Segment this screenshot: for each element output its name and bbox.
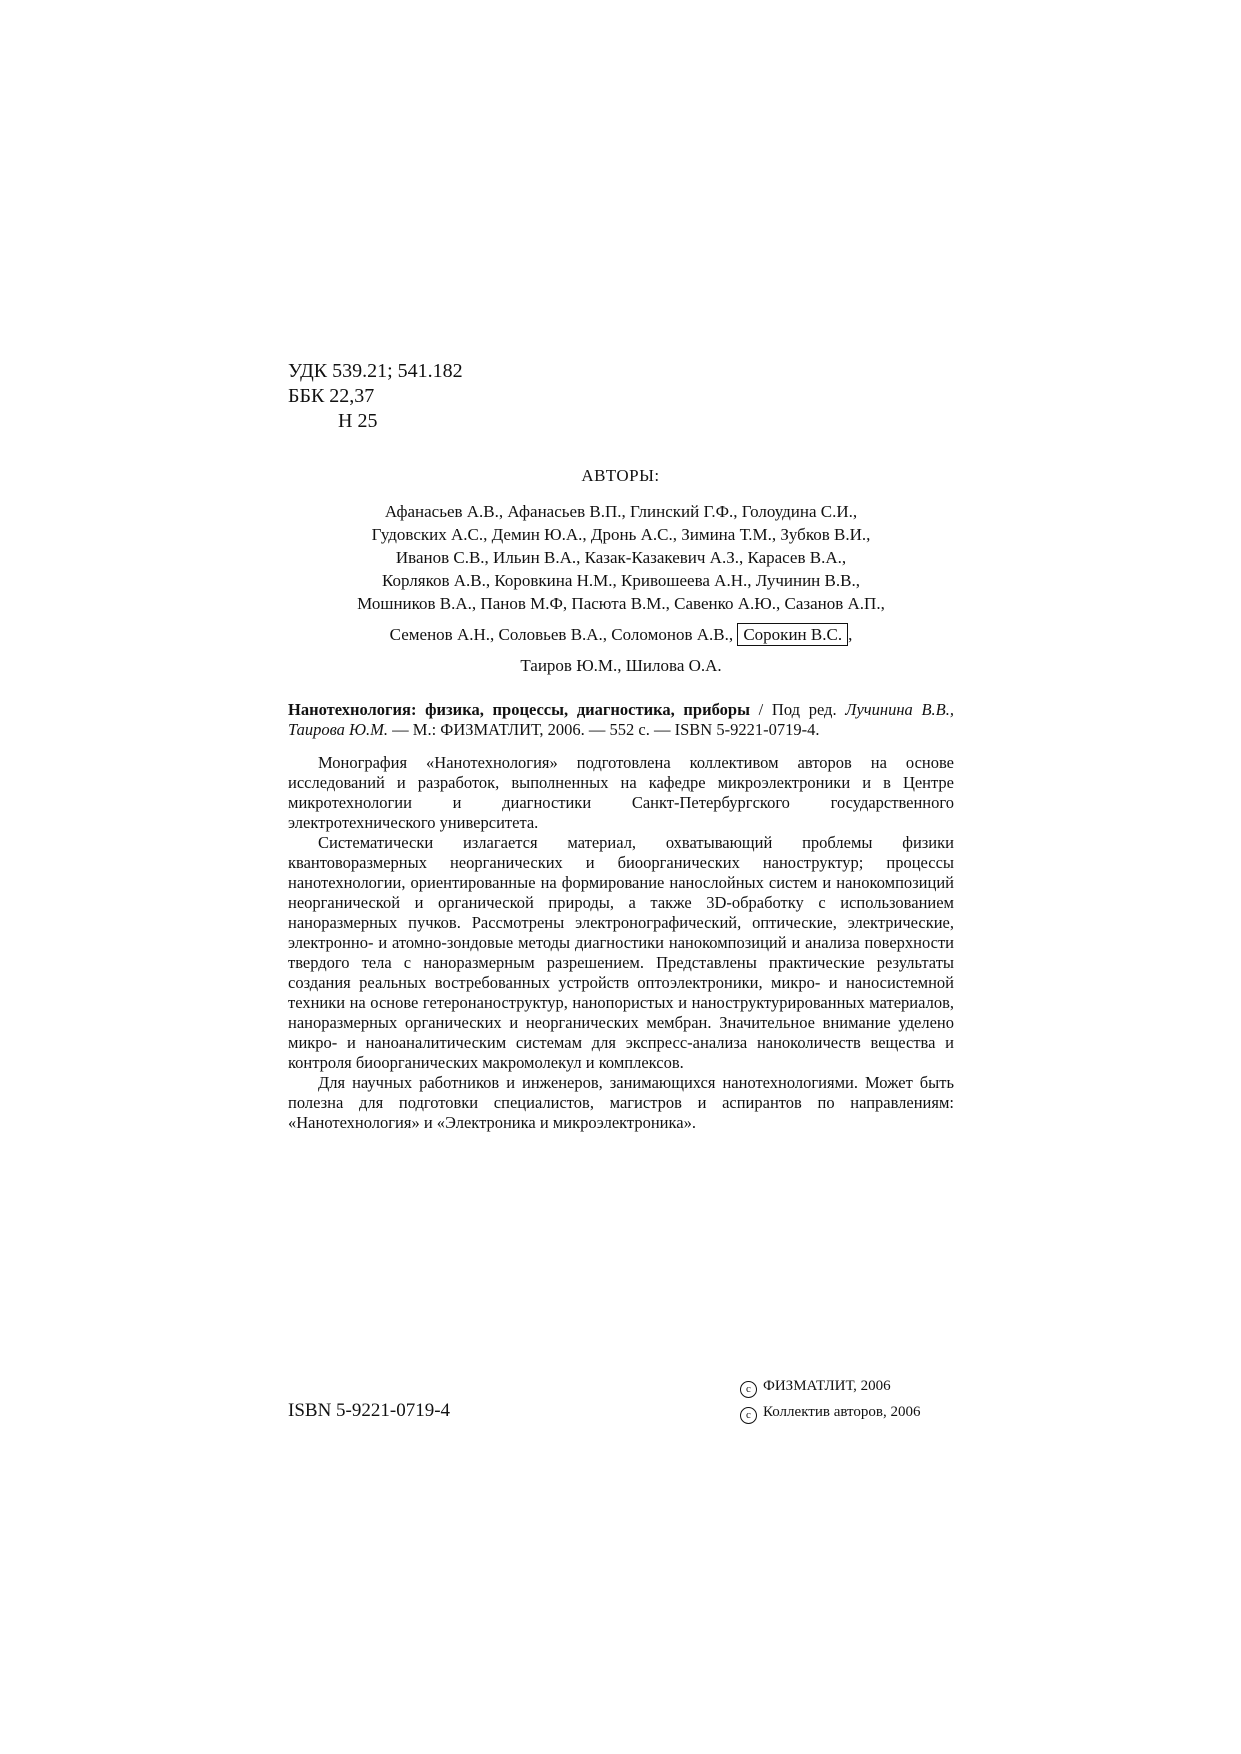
udk-code: УДК 539.21; 541.182 [288,360,463,382]
authors-line-text: Семенов А.Н., Соловьев В.А., Соломонов А.В., [389,625,734,644]
copyright-icon: c [740,1407,757,1424]
authors-line: Корляков А.В., Коровкина Н.М., Кривошеева А.Н., Лучинин В.В., [382,571,860,590]
copyright-authors: Коллектив авторов, 2006 [763,1404,921,1420]
boxed-author-name: Сорокин В.С. [737,623,848,646]
abstract-paragraph: Для научных работников и инженеров, занимающихся нанотехнологиями. Может быть полезна для подготовки специалистов, магистров и аспирантов по направлениям: «Нанотехнология» и «Электроника и микроэлектроника». [288,1073,954,1132]
copyright-line [740,1399,921,1425]
abstract-paragraph: Систематически излагается материал, охватывающий проблемы физики квантоворазмерных неорганических и биоорганических наноструктур; процессы нанотехнологии, ориентированные на формирование нанослойных систем и нанокомпозиций неорганической и органической природы, а также 3D-обработку с использованием наноразмерных пучков. Рассмотрены электронографический, оптические, электрические, электронно- и атомно-зондовые методы диагностики нанокомпозиций и анализа поверхности твердого тела с наноразмерным разрешением. Представлены практические результаты создания реальных востребованных устройств оптоэлектроники, микро- и наносистемной техники на основе гетеронаноструктур, нанопористых и наноструктурированных материалов, наноразмерных органических и неорганических мембран. Значительное внимание уделено микро- и наноаналитическим системам для экспресс-анализа наноколичеств вещества и контроля биоорганических макромолекул и комплексов. [288,833,954,1072]
authors-line: Афанасьев А.В., Афанасьев В.П., Глинский Г.Ф., Голоудина С.И., [384,502,858,521]
book-title: Нанотехнология: физика, процессы, диагностика, приборы [288,700,750,719]
citation-editor-prefix: / Под ред. [749,700,846,719]
copyright-line [740,1373,921,1399]
authors-line [288,623,954,646]
authors-heading: АВТОРЫ: [581,466,660,485]
authors-line: Таиров Ю.М., Шилова О.А. [520,656,722,675]
classification-codes [288,359,463,434]
main-text-block [288,700,954,1133]
authors-line-comma: , [848,625,853,644]
author-sign: Н 25 [338,410,378,432]
bibliographic-citation [288,700,954,740]
authors-line: Гудовских А.С., Демин Ю.А., Дронь А.С., Зимина Т.М., Зубков В.И., [371,525,871,544]
copyright-block [740,1373,921,1425]
copyright-publisher: ФИЗМАТЛИТ, 2006 [763,1378,891,1394]
citation-editors: Лучинина В.В., Таирова Ю.М. [288,700,954,739]
citation-publication-info: — М.: ФИЗМАТЛИТ, 2006. — 552 с. — ISBN 5-9221-0719-4. [388,720,820,739]
abstract-paragraph: Монография «Нанотехнология» подготовлена коллективом авторов на основе исследований и разработок, выполненных на кафедре микроэлектроники и в Центре микротехнологии и диагностики Санкт-Петербургского государственного электротехнического университета. [288,753,954,832]
isbn-number: ISBN 5-9221-0719-4 [288,1400,451,1421]
authors-list [288,500,954,677]
authors-line: Иванов С.В., Ильин В.А., Казак-Казакевич А.З., Карасев В.А., [395,548,847,567]
bbk-code: ББК 22,37 [288,385,375,407]
copyright-icon: c [740,1381,757,1398]
authors-line: Мошников В.А., Панов М.Ф, Пасюта В.М., Савенко А.Ю., Сазанов А.П., [357,594,885,613]
